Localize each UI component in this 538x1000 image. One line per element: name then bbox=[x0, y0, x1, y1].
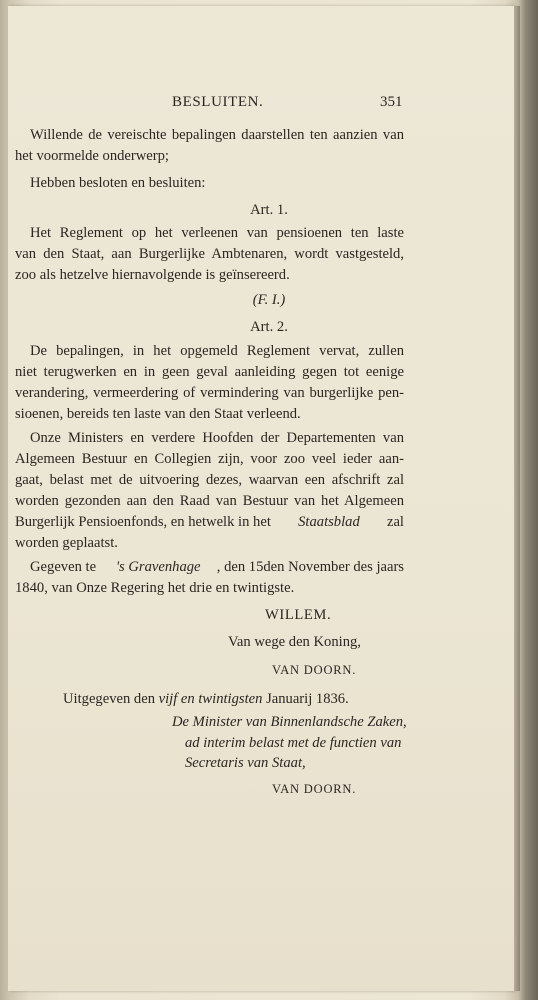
paragraph-line: verandering, vermeerdering of vermindering van burgerlijke pen- bbox=[15, 385, 404, 401]
article-heading: Art. 1. bbox=[250, 202, 288, 218]
paragraph-line: De bepalingen, in het opgemeld Reglement vervat, zullen bbox=[30, 343, 404, 359]
paragraph-line bbox=[30, 557, 404, 578]
text-fragment: Uitgegeven den bbox=[63, 691, 159, 707]
closing-line: Secretaris van Staat, bbox=[185, 755, 306, 771]
article-heading: Art. 2. bbox=[250, 319, 288, 335]
paragraph-line: worden geplaatst. bbox=[15, 535, 118, 551]
paragraph-line: gaat, belast met de uitvoering dezes, waarvan een afschrift zal bbox=[15, 472, 404, 488]
signature-minister: VAN DOORN. bbox=[272, 782, 357, 796]
page-number: 351 bbox=[380, 94, 403, 110]
paragraph-line: zoo als hetzelve hiernavolgende is geïnsereerd. bbox=[15, 267, 290, 283]
place-name: 's Gravenhage bbox=[115, 559, 201, 575]
text-fragment: Januarij 1836. bbox=[262, 691, 349, 707]
text-fragment: Gegeven te bbox=[30, 559, 100, 575]
closing-line: De Minister van Binnenlandsche Zaken, bbox=[172, 714, 407, 730]
text-fragment: , den 15den November des jaars bbox=[216, 559, 404, 575]
text-fragment: zal bbox=[383, 514, 404, 530]
paragraph-line: worden gezonden aan den Raad van Bestuur van het Algemeen bbox=[15, 493, 404, 509]
paragraph-line: 1840, van Onze Regering het drie en twintigste. bbox=[15, 580, 295, 596]
paragraph-line bbox=[15, 512, 404, 533]
issued-line bbox=[63, 689, 349, 710]
signature-minister: VAN DOORN. bbox=[272, 663, 357, 677]
signature-king: WILLEM. bbox=[265, 607, 332, 623]
paragraph-line: Het Reglement op het verleenen van pensioenen ten laste bbox=[30, 225, 404, 241]
paragraph-line: sioenen, bereids ten laste van den Staat verleend. bbox=[15, 406, 301, 422]
issued-date-italic: vijf en twintigsten bbox=[158, 691, 263, 707]
formula-reference: (F. I.) bbox=[252, 292, 286, 308]
paragraph-line: Hebben besloten en besluiten: bbox=[30, 175, 206, 191]
page-edge bbox=[514, 6, 520, 991]
closing-line: ad interim belast met de functien van bbox=[185, 735, 402, 751]
text-fragment: Burgerlijk Pensioenfonds, en hetwelk in het bbox=[15, 514, 275, 530]
by-order-line: Van wege den Koning, bbox=[228, 634, 361, 650]
paragraph-line: Willende de vereischte bepalingen daarstellen ten aanzien van bbox=[30, 127, 404, 143]
paragraph-line: het voormelde onderwerp; bbox=[15, 148, 169, 164]
paragraph-line: niet terugwerken en in geen geval aanleiding gegen tot eenige bbox=[15, 364, 404, 380]
paragraph-line: Onze Ministers en verdere Hoofden der Departementen van bbox=[30, 430, 404, 446]
staatsblad-reference: Staatsblad bbox=[298, 514, 360, 530]
running-header: BESLUITEN. bbox=[172, 94, 264, 110]
paragraph-line: van den Staat, aan Burgerlijke Ambtenaren, wordt vastgesteld, bbox=[15, 246, 404, 262]
paragraph-line: Algemeen Bestuur en Collegien zijn, voor zoo veel ieder aan- bbox=[15, 451, 404, 467]
